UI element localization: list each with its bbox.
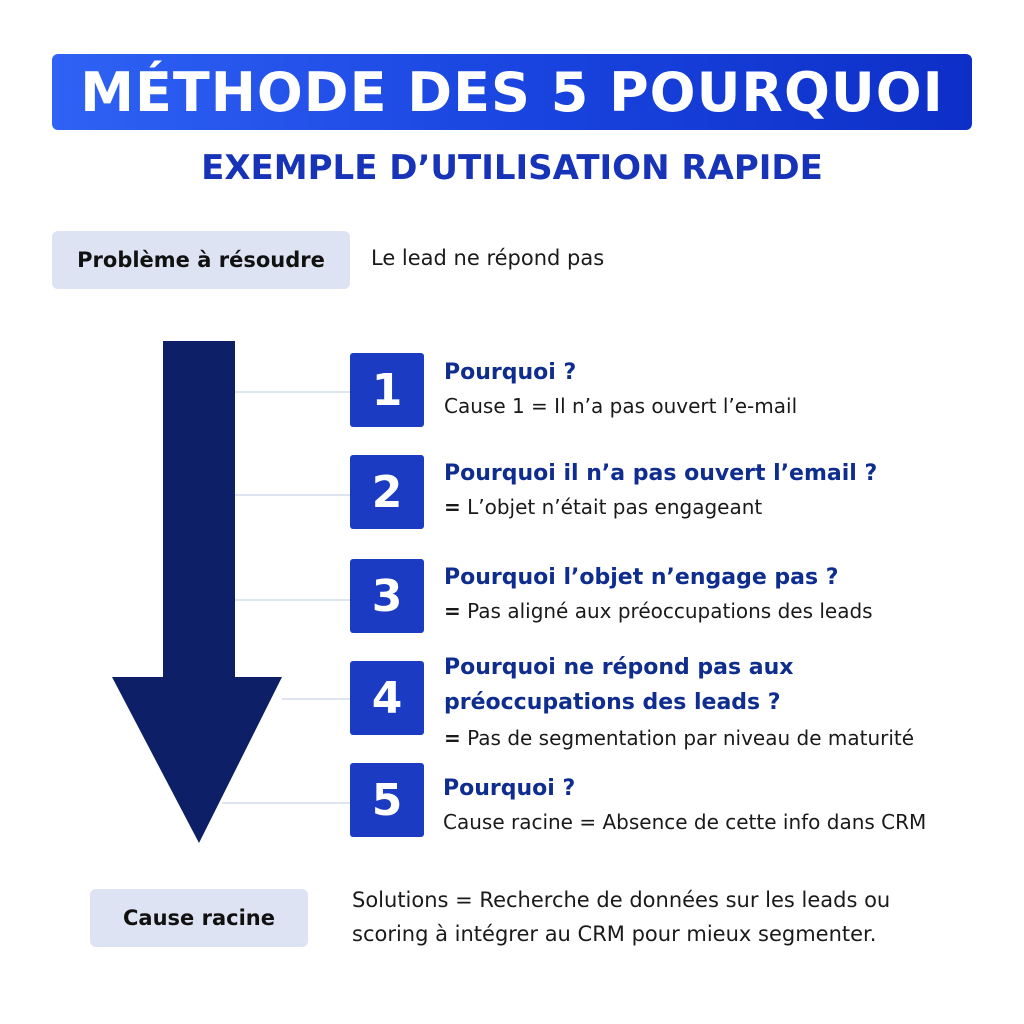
page-title: MÉTHODE DES 5 POURQUOI [80, 60, 944, 124]
step-number-4: 4 [350, 661, 424, 735]
step-question-5: Pourquoi ? [443, 776, 576, 801]
step-answer-2 [444, 495, 762, 519]
step-answer-4 [444, 726, 914, 750]
step-answer-prefix-3: = [444, 599, 461, 623]
solution-line-1: Solutions = Recherche de données sur les leads ou [352, 888, 891, 912]
step-question-4-line-1: Pourquoi ne répond pas aux [444, 655, 794, 680]
step-connector-3 [235, 599, 350, 601]
solution-line-2: scoring à intégrer au CRM pour mieux segmenter. [352, 922, 877, 946]
page-subtitle: EXEMPLE D’UTILISATION RAPIDE [201, 148, 823, 188]
problem-label: Problème à résoudre [52, 231, 350, 289]
step-answer-prefix-4: = [444, 726, 461, 750]
step-answer-text-2: L’objet n’était pas engageant [460, 495, 763, 519]
step-answer-5 [443, 810, 926, 834]
root-cause-label: Cause racine [90, 889, 308, 947]
step-answer-text-3: Pas aligné aux préoccupations des leads [460, 599, 873, 623]
step-answer-1 [444, 394, 797, 418]
step-answer-3 [444, 599, 873, 623]
step-number-3: 3 [350, 559, 424, 633]
step-question-1: Pourquoi ? [444, 360, 577, 385]
step-question-3: Pourquoi l’objet n’engage pas ? [444, 565, 839, 590]
problem-text: Le lead ne répond pas [371, 246, 605, 270]
step-connector-5 [222, 802, 350, 804]
step-number-5: 5 [350, 763, 424, 837]
step-question-2: Pourquoi il n’a pas ouvert l’email ? [444, 461, 878, 486]
step-answer-text-4: Pas de segmentation par niveau de maturité [460, 726, 915, 750]
step-connector-1 [235, 391, 350, 393]
step-number-2: 2 [350, 455, 424, 529]
step-answer-prefix-2: = [444, 495, 461, 519]
step-number-1: 1 [350, 353, 424, 427]
step-connector-4 [282, 698, 350, 700]
step-answer-text-5: Cause racine = Absence de cette info dans CRM [443, 810, 927, 834]
step-answer-text-1: Cause 1 = Il n’a pas ouvert l’e-mail [444, 394, 798, 418]
solution-text [352, 883, 992, 951]
step-question-4-line-2: préoccupations des leads ? [444, 690, 781, 715]
step-connector-2 [235, 494, 350, 496]
down-arrow-shape [112, 341, 282, 843]
